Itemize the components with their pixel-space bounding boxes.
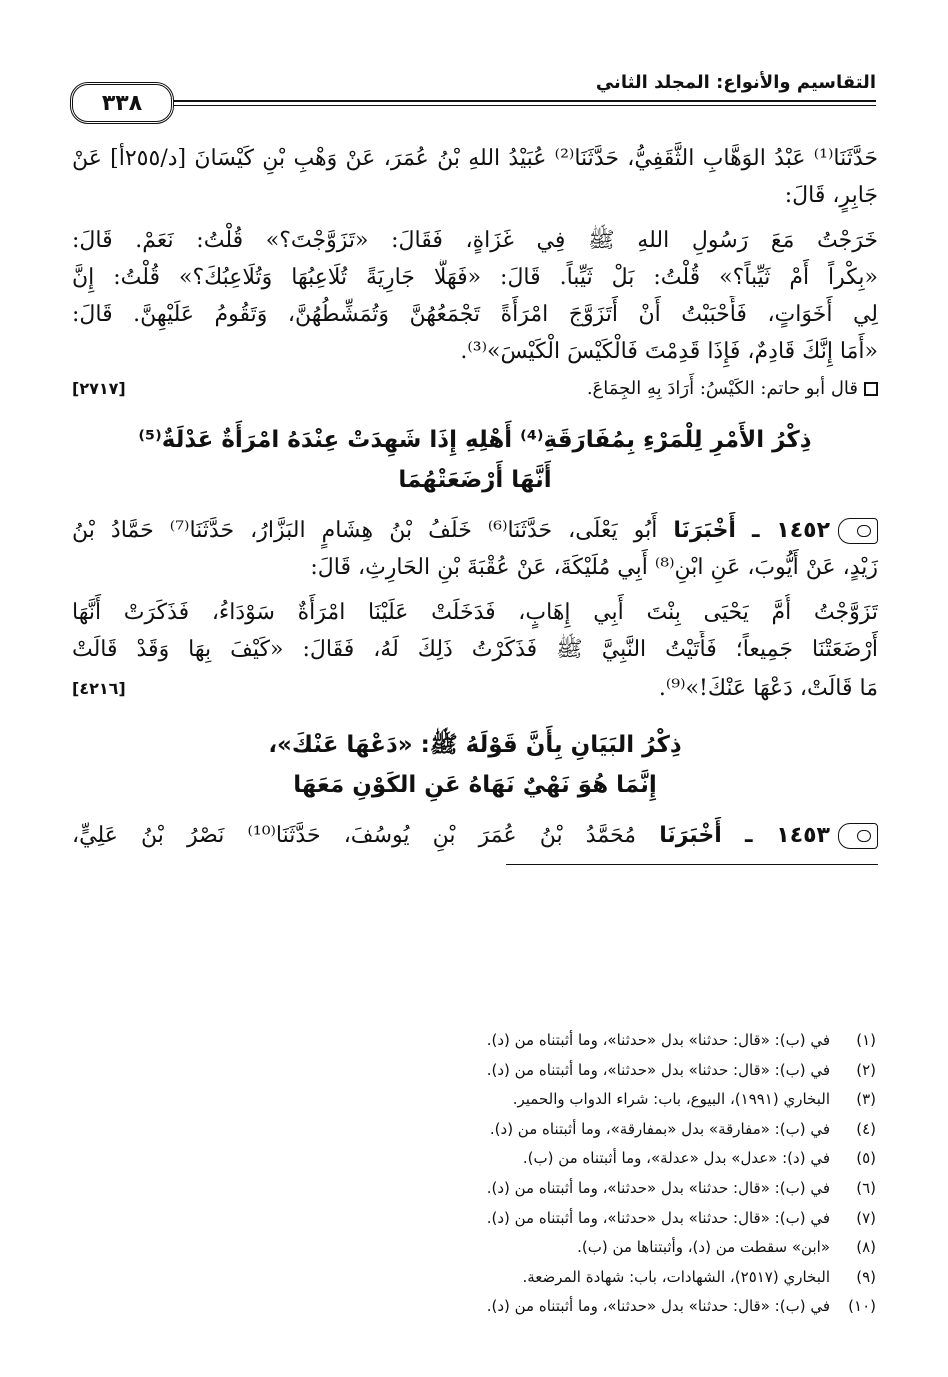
page-header [70, 72, 876, 122]
hadith-line: زَيْدٍ، عَنْ أَيُّوبَ، عَنِ ابْنِ⁽⁸⁾ أَبِي مُلَيْكَةَ، عَنْ عُقْبَةَ بْنِ الحَارِثِ، قَالَ: [310, 555, 878, 580]
footnote: (٨)«ابن» سقطت من (د)، وأثبتناها من (ب). [577, 1238, 876, 1257]
hadith-marker-icon [838, 518, 878, 544]
matn-line: «بِكْراً أَمْ ثَيِّباً؟» قُلْتُ: بَلْ ثَيِّباً. قَالَ: «فَهَلَّا جَارِيَةً تُلَاعِبُهَا وَتُلَاعِبُكَ؟» قُلْتُ: إِنَّ [72, 265, 878, 290]
abu-hatim-note [72, 372, 878, 406]
footnote: (١)في (ب): «قال: حدثنا» بدل «حدثنا»، وما أثبتناه من (د). [486, 1031, 876, 1049]
footnote: (٣)البخاري (١٩٩١)، البيوع، باب: شراء الدواب والحمير. [512, 1090, 876, 1109]
matn-line: خَرَجْتُ مَعَ رَسُولِ اللهِ ﷺ فِي غَزَاةٍ، فَقَالَ: «تَزَوَّجْتَ؟» قُلْتُ: نَعَمْ. قَالَ: [72, 228, 878, 253]
matn-line: مَا قَالَتْ، دَعْهَا عَنْكَ!»⁽⁹⁾. [658, 676, 878, 701]
hadith-line [72, 512, 878, 549]
matn-last-row [72, 670, 878, 707]
footnote: (٤)في (ب): «مفارقة» بدل «بمفارقة»، وما أثبتناه من (د). [489, 1119, 876, 1138]
footnote: (٦)في (ب): «قال: حدثنا» بدل «حدثنا»، وما أثبتناه من (د). [486, 1178, 876, 1197]
akhbarana-word: أَخْبَرَنَا [673, 518, 736, 543]
square-bullet-icon [864, 382, 878, 396]
reference-number: [٤٢١٦] [72, 679, 126, 698]
footnote: (٢)في (ب): «قال: حدثنا» بدل «حدثنا»، وما أثبتناه من (د). [486, 1060, 876, 1079]
chapter-heading: إِنَّمَا هُوَ نَهْيٌ نَهَاهُ عَنِ الكَوْنِ مَعَهَا [293, 772, 657, 798]
footnote: (٧)في (ب): «قال: حدثنا» بدل «حدثنا»، وما أثبتناه من (د). [486, 1208, 876, 1227]
hadith-text: مُحَمَّدُ بْنُ عُمَرَ بْنِ يُوسُفَ، حَدَّثَنَا⁽¹⁰⁾ نَصْرُ بْنُ عَلِيٍّ، [72, 823, 637, 848]
hadith-number: ١٤٥٣ ـ [744, 823, 830, 848]
akhbarana-word: أَخْبَرَنَا [659, 823, 722, 848]
chapter-heading: ذِكْرُ الأَمْرِ لِلْمَرْءِ بِمُفَارَقَةِ⁽⁴⁾ أَهْلِهِ إِذَا شَهِدَتْ عِنْدَهُ امْرَأَةٌ عَدْلَةٌ⁽⁵⁾ [138, 427, 812, 453]
running-title: التقاسيم والأنواع: المجلد الثاني [595, 72, 876, 93]
hadith-number: ١٤٥٢ ـ [752, 518, 830, 543]
matn-line: «أَمَا إِنَّكَ قَادِمٌ، فَإِذَا قَدِمْتَ فَالْكَيْسَ الْكَيْسَ»⁽³⁾. [460, 339, 878, 364]
isnad-line: حَدَّثَنَا⁽¹⁾ عَبْدُ الوَهَّابِ الثَّقَفِيُّ، حَدَّثَنَا⁽²⁾ عُبَيْدُ اللهِ بْنُ عُمَرَ، عَنْ وَهْبِ بْنِ كَيْسَانَ [د/٢٥٥أ] عَنْ [72, 146, 878, 171]
footnote: (٥)في (د): «عدل» بدل «عدلة»، وما أثبتناه من (ب). [522, 1149, 876, 1168]
page-number: ٣٣٨ [70, 82, 174, 124]
hadith-text: أَبُو يَعْلَى، حَدَّثَنَا⁽⁶⁾ خَلَفُ بْنُ هِشَامٍ البَزَّارُ، حَدَّثَنَا⁽⁷⁾ حَمَّادُ بْنُ [72, 518, 658, 543]
isnad-line: جَابِرٍ، قَالَ: [784, 183, 878, 208]
reference-number: [٢٧١٧] [72, 379, 126, 398]
matn-line: أَرْضَعَتْنَا جَمِيعاً؛ فَأَتَيْتُ النَّبِيَّ ﷺ فَذَكَرْتُ ذَلِكَ لَهُ، فَقَالَ: «كَيْفَ بِهَا وَقَدْ قَالَتْ [72, 637, 878, 662]
matn-line: تَزَوَّجْتُ أُمَّ يَحْيَى بِنْتَ أَبِي إِهَابٍ، فَدَخَلَتْ عَلَيْنَا امْرَأَةٌ سَوْدَاءُ، فَذَكَرَتْ أَنَّهَا [72, 600, 878, 625]
chapter-heading: ذِكْرُ البَيَانِ بِأَنَّ قَوْلَهُ ﷺ: «دَعْهَا عَنْكَ»، [268, 732, 682, 758]
page-body [72, 140, 878, 865]
chapter-heading: أَنَّهَا أَرْضَعَتْهُمَا [398, 467, 552, 493]
note-text: قال أبو حاتم: الكَيْسُ: أَرَادَ بِهِ الجِمَاعَ. [586, 378, 858, 399]
matn-line: لِي أَخَوَاتٍ، فَأَحْبَبْتُ أَنْ أَتَزَوَّجَ امْرَأَةً تَجْمَعُهُنَّ وَتُمَشِّطُهُنَّ، وَتَقُومُ عَلَيْهِنَّ. قَالَ: [72, 302, 878, 327]
footnote: (٩)البخاري (٢٥١٧)، الشهادات، باب: شهادة المرضعة. [522, 1267, 876, 1286]
footnotes [70, 1026, 876, 1322]
footnote-separator [506, 864, 878, 865]
hadith-line [72, 817, 878, 854]
header-rule [174, 100, 876, 106]
footnote: (١٠)في (ب): «قال: حدثنا» بدل «حدثنا»، وما أثبتناه من (د). [486, 1297, 876, 1316]
hadith-marker-icon [838, 823, 878, 849]
